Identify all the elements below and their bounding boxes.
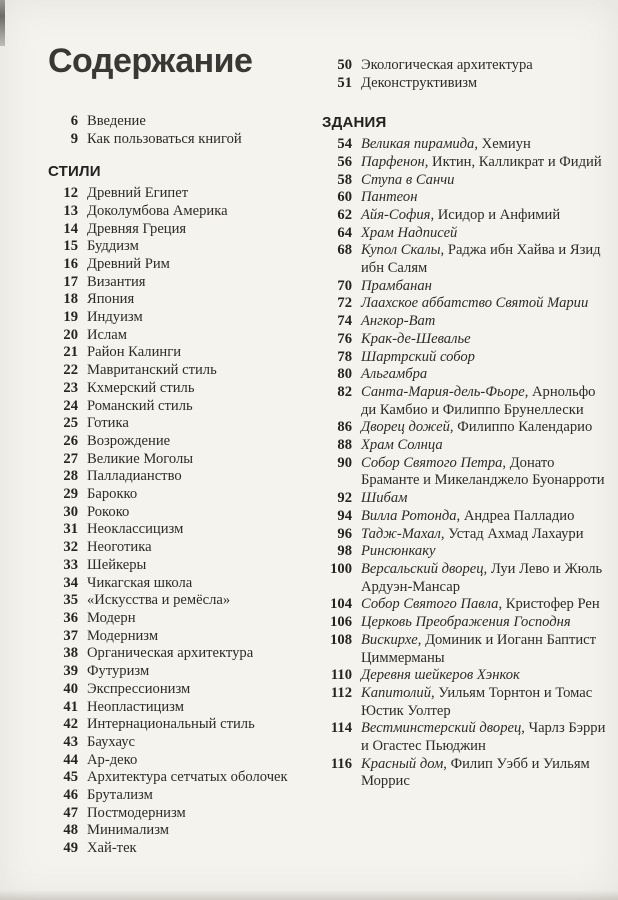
entry-building-name: Парфенон — [361, 153, 425, 170]
toc-entry — [322, 349, 608, 367]
entry-page-number: 62 — [337, 206, 352, 223]
entry-page-number: 20 — [63, 326, 78, 343]
toc-entry — [48, 274, 322, 292]
page-bottom-shadow — [0, 890, 618, 900]
entry-page-number: 13 — [63, 202, 78, 219]
entry-page-number: 17 — [63, 273, 78, 290]
entry-title: Версальский дворец, Луи Лево и Жюль Ардуэн-Мансар — [361, 560, 603, 595]
entry-page-number: 76 — [337, 330, 352, 347]
entry-page-number: 80 — [337, 366, 352, 383]
entry-title: Ар-деко — [87, 751, 138, 768]
toc-entry — [48, 380, 322, 398]
entry-page-number: 50 — [337, 57, 352, 73]
entry-building-name: Шартрский собор — [361, 348, 475, 365]
toc-entry — [48, 486, 322, 504]
entry-title: Айя-София, Исидор и Анфимий — [361, 206, 561, 223]
entry-title: Модерн — [87, 609, 136, 626]
entry-building-name: Красный дом — [361, 755, 444, 772]
entry-page-number: 54 — [337, 136, 352, 153]
page-title: Содержание — [48, 42, 253, 80]
entry-page-number: 86 — [337, 419, 352, 436]
toc-entry — [322, 455, 608, 490]
entry-title — [361, 490, 608, 508]
entry-page-number: 110 — [330, 667, 352, 684]
entry-page-number: 40 — [63, 680, 78, 697]
toc-entry — [322, 685, 608, 720]
entry-building-name: Великая пирамида — [361, 136, 475, 153]
entry-building-name: Деревня шейкеров Хэнкок — [361, 667, 520, 684]
entry-page-number: 56 — [337, 153, 352, 170]
toc-entry — [322, 596, 608, 614]
entry-title: Возрождение — [87, 432, 171, 449]
toc-entry — [48, 451, 322, 469]
entry-building-name: Версальский дворец — [361, 560, 484, 577]
toc-entry — [48, 822, 322, 840]
toc-entry — [322, 437, 608, 455]
entry-building-name: Айя-София — [361, 206, 431, 223]
entry-title: Красный дом, Филип Уэбб и Уильям Моррис — [361, 755, 590, 790]
toc-entry — [322, 225, 608, 243]
toc-column-left — [48, 0, 322, 858]
toc-entry — [322, 632, 608, 667]
toc-entry — [48, 645, 322, 663]
entry-title: Рококо — [87, 503, 130, 520]
entry-page-number: 92 — [337, 490, 352, 507]
toc-entry — [322, 154, 608, 172]
entry-page-number: 48 — [63, 822, 78, 839]
toc-entry — [322, 331, 608, 349]
toc-entry — [48, 344, 322, 362]
entry-title: Деконструктивизм — [361, 74, 478, 91]
toc-entry — [322, 242, 608, 277]
entry-page-number: 14 — [63, 220, 78, 237]
entry-page-number: 30 — [63, 503, 78, 520]
intro-list — [48, 113, 322, 148]
entry-page-number: 44 — [63, 751, 78, 768]
entry-title: Неопластицизм — [87, 698, 184, 715]
entry-building-name: Шибам — [361, 490, 408, 507]
toc-entry — [48, 840, 322, 858]
entry-title — [361, 349, 608, 367]
toc-entry — [322, 295, 608, 313]
entry-page-number: 12 — [63, 185, 78, 202]
toc-entry — [322, 278, 608, 296]
toc-entry — [322, 189, 608, 207]
entry-title: Собор Святого Петра, Донато Браманте и Микеланджело Буонарроти — [361, 454, 605, 489]
entry-title: Ислам — [87, 326, 128, 343]
toc-entry — [322, 614, 608, 632]
entry-page-number: 88 — [337, 437, 352, 454]
entry-page-number: 41 — [63, 698, 78, 715]
entry-page-number: 29 — [63, 486, 78, 503]
toc-entry — [322, 384, 608, 419]
entry-building-name: Вискирхе — [361, 631, 418, 648]
toc-entry — [48, 433, 322, 451]
entry-page-number: 34 — [63, 574, 78, 591]
toc-entry — [322, 561, 608, 596]
toc-entry — [48, 787, 322, 805]
entry-page-number: 70 — [337, 277, 352, 294]
entry-title: Мавританский стиль — [87, 362, 217, 379]
entry-page-number: 47 — [63, 804, 78, 821]
toc-entry — [48, 221, 322, 239]
entry-page-number: 72 — [337, 295, 352, 312]
entry-building-name: Прамбанан — [361, 277, 432, 294]
entry-page-number: 43 — [63, 733, 78, 750]
toc-entry — [48, 557, 322, 575]
entry-title: Древний Египет — [87, 185, 189, 202]
entry-building-name: Храм Надписей — [361, 224, 458, 241]
entry-page-number: 114 — [330, 720, 352, 737]
entry-building-name: Церковь Преображения Господня — [361, 614, 571, 631]
entry-page-number: 100 — [330, 560, 352, 577]
toc-entry — [322, 313, 608, 331]
toc-entry — [48, 468, 322, 486]
entry-page-number: 38 — [63, 645, 78, 662]
scan-edge-shadow — [0, 0, 5, 46]
entry-page-number: 23 — [63, 379, 78, 396]
entry-building-name: Тадж-Махал — [361, 525, 441, 542]
entry-page-number: 104 — [330, 596, 352, 613]
entry-title: Парфенон, Иктин, Калликрат и Фидий — [361, 153, 602, 170]
entry-page-number: 78 — [337, 348, 352, 365]
entry-page-number: 9 — [70, 130, 78, 147]
entry-title: Введение — [87, 113, 146, 129]
toc-entry — [48, 681, 322, 699]
entry-building-name: Собор Святого Павла — [361, 596, 499, 613]
toc-entry — [48, 185, 322, 203]
entry-building-name: Крак-де-Шевалье — [361, 330, 471, 347]
toc-entry — [48, 131, 322, 149]
toc-entry — [48, 256, 322, 274]
entry-building-name: Лаахское аббатство Святой Марии — [361, 295, 589, 312]
section-heading-styles: СТИЛИ — [48, 163, 101, 181]
entry-page-number: 58 — [337, 171, 352, 188]
entry-title: Купол Скалы, Раджа ибн Хайва и Язид ибн Салям — [361, 242, 601, 277]
entry-page-number: 42 — [63, 716, 78, 733]
entry-title: Санта-Мария-дель-Фьоре, Арнольфо ди Камбио и Филиппо Брунеллески — [361, 383, 596, 418]
toc-entry — [48, 521, 322, 539]
entry-title — [361, 331, 608, 349]
entry-page-number: 49 — [63, 840, 78, 857]
toc-entry — [48, 734, 322, 752]
entry-title: Вискирхе, Доминик и Иоганн Баптист Циммерманы — [361, 631, 596, 666]
entry-page-number: 112 — [330, 684, 352, 701]
entry-building-name: Собор Святого Петра — [361, 454, 503, 471]
entry-page-number: 31 — [63, 521, 78, 538]
entry-page-number: 35 — [63, 592, 78, 609]
entry-title: Экологическая архитектура — [361, 57, 533, 73]
entry-building-name: Вестминстерский дворец — [361, 720, 522, 737]
entry-page-number: 46 — [63, 787, 78, 804]
entry-title: Кхмерский стиль — [87, 379, 195, 396]
toc-entry — [322, 543, 608, 561]
entry-building-name: Санта-Мария-дель-Фьоре — [361, 383, 525, 400]
entry-page-number: 25 — [63, 415, 78, 432]
toc-entry — [322, 756, 608, 791]
entry-title: Вилла Ротонда, Андреа Палладио — [361, 507, 575, 524]
entry-title: Модернизм — [87, 627, 159, 644]
entry-title: Древняя Греция — [87, 220, 187, 237]
entry-title: Япония — [87, 291, 135, 308]
entry-page-number: 45 — [63, 769, 78, 786]
entry-title: Доколумбова Америка — [87, 202, 228, 219]
toc-entry — [48, 610, 322, 628]
entry-page-number: 37 — [63, 627, 78, 644]
toc-entry — [48, 575, 322, 593]
section-heading-buildings: ЗДАНИЯ — [322, 114, 387, 132]
toc-entry — [322, 419, 608, 437]
entry-title — [361, 667, 608, 685]
entry-title: Древний Рим — [87, 255, 170, 272]
entry-page-number: 28 — [63, 468, 78, 485]
entry-title: Интернациональный стиль — [87, 716, 255, 733]
entry-page-number: 106 — [330, 614, 352, 631]
entry-page-number: 26 — [63, 432, 78, 449]
toc-entry — [48, 504, 322, 522]
entry-title: Византия — [87, 273, 146, 290]
entry-page-number: 24 — [63, 397, 78, 414]
entry-title: Вестминстерский дворец, Чарлз Бэрри и Огастес Пьюджин — [361, 720, 606, 755]
entry-page-number: 19 — [63, 309, 78, 326]
entry-title — [361, 313, 608, 331]
entry-title: Капитолий, Уильям Торнтон и Томас Юстик Уолтер — [361, 684, 593, 719]
entry-page-number: 32 — [63, 539, 78, 556]
toc-column-right — [322, 0, 608, 791]
entry-page-number: 22 — [63, 362, 78, 379]
entry-page-number: 21 — [63, 344, 78, 361]
entry-page-number: 6 — [70, 113, 78, 129]
entry-building-name: Дворец дожей — [361, 419, 450, 436]
entry-building-name: Капитолий — [361, 684, 432, 701]
entry-page-number: 39 — [63, 663, 78, 680]
toc-entry — [48, 309, 322, 327]
entry-building-name: Ринсюнкаку — [361, 543, 436, 560]
toc-entry — [48, 539, 322, 557]
toc-entry — [48, 752, 322, 770]
entry-page-number: 108 — [330, 631, 352, 648]
entry-page-number: 18 — [63, 291, 78, 308]
styles-list-left — [48, 185, 322, 858]
entry-page-number: 27 — [63, 450, 78, 467]
entry-title — [361, 295, 608, 313]
toc-entry — [322, 526, 608, 544]
buildings-list — [322, 136, 608, 791]
entry-title: Хай-тек — [87, 840, 137, 857]
entry-page-number: 68 — [337, 242, 352, 259]
entry-title: Великая пирамида, Хемиун — [361, 136, 531, 153]
toc-entry — [322, 207, 608, 225]
entry-building-name: Храм Солнца — [361, 437, 443, 454]
entry-page-number: 96 — [337, 525, 352, 542]
entry-title: Индуизм — [87, 309, 143, 326]
entry-building-name: Пантеон — [361, 189, 418, 206]
entry-title — [361, 614, 608, 632]
toc-entry — [48, 362, 322, 380]
toc-entry — [322, 75, 608, 93]
entry-page-number: 33 — [63, 556, 78, 573]
entry-title: Великие Моголы — [87, 450, 194, 467]
toc-entry — [48, 805, 322, 823]
entry-page-number: 94 — [337, 507, 352, 524]
toc-entry — [322, 366, 608, 384]
toc-entry — [48, 415, 322, 433]
toc-entry — [322, 508, 608, 526]
toc-entry — [48, 327, 322, 345]
entry-title: Палладианство — [87, 468, 182, 485]
entry-page-number: 16 — [63, 255, 78, 272]
entry-title: Неоготика — [87, 539, 152, 556]
entry-title: Шейкеры — [87, 556, 147, 573]
entry-building-name: Купол Скалы — [361, 242, 441, 259]
entry-page-number: 51 — [337, 74, 352, 91]
entry-title: Тадж-Махал, Устад Ахмад Лахаури — [361, 525, 584, 542]
entry-title: Экспрессионизм — [87, 680, 191, 697]
entry-building-name: Ангкор-Ват — [361, 313, 436, 330]
entry-title — [361, 225, 608, 243]
toc-entry — [48, 769, 322, 787]
toc-entry — [48, 699, 322, 717]
entry-title: Футуризм — [87, 663, 150, 680]
toc-entry — [48, 592, 322, 610]
toc-entry — [48, 238, 322, 256]
entry-title: Архитектура сетчатых оболочек — [87, 769, 288, 786]
entry-building-name: Альгамбра — [361, 366, 428, 383]
entry-title — [361, 543, 608, 561]
entry-title: Готика — [87, 415, 129, 432]
toc-entry — [322, 490, 608, 508]
toc-entry — [322, 667, 608, 685]
entry-title: Дворец дожей, Филиппо Календарио — [361, 419, 593, 436]
entry-building-name: Вилла Ротонда — [361, 507, 457, 524]
toc-entry — [48, 113, 322, 131]
entry-title: Собор Святого Павла, Кристофер Рен — [361, 596, 600, 613]
styles-list-right — [322, 57, 608, 92]
entry-building-name: Ступа в Санчи — [361, 171, 455, 188]
entry-title: Брутализм — [87, 787, 153, 804]
entry-page-number: 15 — [63, 238, 78, 255]
entry-page-number: 116 — [330, 755, 352, 772]
entry-page-number: 64 — [337, 224, 352, 241]
entry-title: Как пользоваться книгой — [87, 130, 242, 147]
entry-page-number: 36 — [63, 609, 78, 626]
entry-title — [361, 437, 608, 455]
entry-title: Барокко — [87, 486, 138, 503]
entry-title: «Искусства и ремёсла» — [87, 592, 231, 609]
toc-entry — [48, 203, 322, 221]
entry-title — [361, 278, 608, 296]
entry-title: Чикагская школа — [87, 574, 193, 591]
entry-title: Район Калинги — [87, 344, 182, 361]
toc-entry — [48, 291, 322, 309]
entry-title: Неоклассицизм — [87, 521, 184, 538]
entry-page-number: 82 — [337, 383, 352, 400]
entry-page-number: 98 — [337, 543, 352, 560]
entry-title: Романский стиль — [87, 397, 193, 414]
entry-title: Органическая архитектура — [87, 645, 254, 662]
entry-title: Минимализм — [87, 822, 170, 839]
toc-entry — [322, 720, 608, 755]
entry-title: Постмодернизм — [87, 804, 186, 821]
entry-page-number: 74 — [337, 313, 352, 330]
toc-entry — [322, 172, 608, 190]
toc-entry — [48, 398, 322, 416]
entry-page-number: 90 — [337, 454, 352, 471]
entry-title: Баухаус — [87, 733, 136, 750]
toc-entry — [48, 716, 322, 734]
toc-entry — [322, 57, 608, 75]
entry-title: Буддизм — [87, 238, 139, 255]
toc-entry — [322, 136, 608, 154]
toc-entry — [48, 628, 322, 646]
entry-title — [361, 172, 608, 190]
entry-page-number: 60 — [337, 189, 352, 206]
entry-title — [361, 366, 608, 384]
toc-entry — [48, 663, 322, 681]
entry-title — [361, 189, 608, 207]
